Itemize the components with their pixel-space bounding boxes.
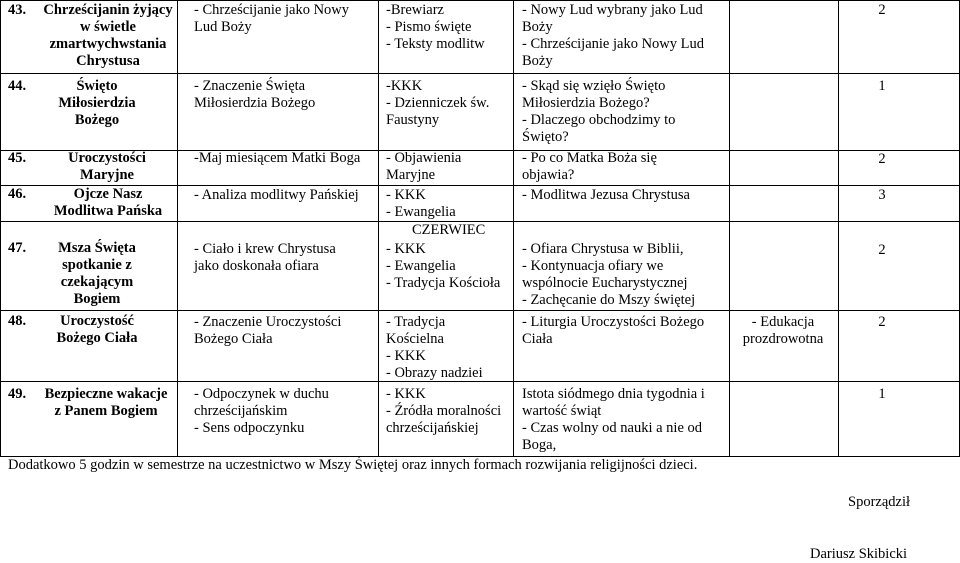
lesson-topic: Uroczystość Bożego Ciała (56, 313, 138, 346)
lesson-topic: Chrześcijanin żyjący w świetle zmartwychwstania Chrystusa (43, 2, 173, 69)
row-number: 46. (8, 186, 27, 202)
row-number: 47. (8, 240, 27, 256)
lesson-content: - Odpoczynek w duchu chrześcijańskim - Sens odpoczynku (194, 386, 329, 436)
hours-count: 1 (878, 78, 886, 94)
teaching-method: -KKK - Dzienniczek św. Faustyny (386, 78, 490, 128)
row-divider (0, 310, 960, 311)
col-divider (838, 0, 839, 457)
prepared-by-label: Sporządził (848, 494, 911, 510)
lesson-content: - Ciało i krew Chrystusa jako doskonała ofiara (194, 241, 336, 274)
hours-count: 2 (878, 314, 886, 330)
lesson-topic: Ojcze Nasz Modlitwa Pańska (53, 186, 163, 219)
hours-count: 2 (878, 151, 886, 167)
footer-note: Dodatkowo 5 godzin w semestrze na uczestnictwo w Mszy Świętej oraz innych formach rozwijania religijności dzieci. (8, 457, 698, 473)
teaching-method: - KKK - Ewangelia - Tradycja Kościoła (386, 241, 501, 291)
learning-outcomes: - Modlitwa Jezusa Chrystusa (522, 187, 690, 203)
learning-outcomes: - Po co Matka Boża się objawia? (522, 150, 657, 183)
learning-outcomes: - Skąd się wzięło Święto Miłosierdzia Bożego? - Dlaczego obchodzimy to Święto? (522, 78, 676, 145)
col-divider (0, 0, 1, 457)
learning-outcomes: Istota siódmego dnia tygodnia i wartość świąt - Czas wolny od nauki a nie od Boga, (522, 386, 705, 453)
teaching-method: - Tradycja Kościelna - KKK - Obrazy nadziei (386, 314, 483, 381)
month-label: CZERWIEC (412, 222, 486, 238)
col-divider (729, 0, 730, 457)
hours-count: 2 (878, 2, 886, 18)
hours-count: 2 (878, 242, 886, 258)
col-divider (378, 0, 379, 457)
lesson-content: -Maj miesiącem Matki Boga (194, 150, 361, 166)
lesson-content: - Chrześcijanie jako Nowy Lud Boży (194, 2, 350, 35)
teaching-method: - Objawienia Maryjne (386, 150, 462, 183)
lesson-content: - Analiza modlitwy Pańskiej (194, 187, 359, 203)
col-divider (513, 0, 514, 457)
learning-outcomes: - Ofiara Chrystusa w Biblii, - Kontynuacja ofiary we wspólnocie Eucharystycznej - Zachęcanie do Mszy świętej (522, 241, 696, 308)
row-number: 45. (8, 150, 27, 166)
author-name: Dariusz Skibicki (810, 546, 908, 562)
hours-count: 3 (878, 187, 886, 203)
lesson-topic: Święto Miłosierdzia Bożego (58, 78, 136, 128)
row-number: 44. (8, 78, 27, 94)
row-divider (0, 73, 960, 74)
extra-note: - Edukacja prozdrowotna (742, 314, 824, 347)
lesson-topic: Bezpieczne wakacje z Panem Bogiem (44, 386, 168, 419)
teaching-method: - KKK - Ewangelia (386, 187, 456, 220)
lesson-content: - Znaczenie Święta Miłosierdzia Bożego (194, 78, 316, 111)
col-divider (177, 0, 178, 457)
learning-outcomes: - Nowy Lud wybrany jako Lud Boży - Chrześcijanie jako Nowy Lud Boży (522, 2, 705, 69)
hours-count: 1 (878, 386, 886, 402)
teaching-method: -Brewiarz - Pismo święte - Teksty modlitw (386, 2, 485, 52)
row-number: 43. (8, 2, 27, 18)
lesson-topic: Msza Święta spotkanie z czekającym Bogiem (58, 240, 136, 307)
teaching-method: - KKK - Źródła moralności chrześcijańskiej (386, 386, 502, 436)
row-number: 48. (8, 313, 27, 329)
lesson-topic: Uroczystości Maryjne (68, 150, 146, 183)
row-number: 49. (8, 386, 27, 402)
lesson-content: - Znaczenie Uroczystości Bożego Ciała (194, 314, 342, 347)
table-border-top (0, 0, 960, 1)
learning-outcomes: - Liturgia Uroczystości Bożego Ciała (522, 314, 705, 347)
